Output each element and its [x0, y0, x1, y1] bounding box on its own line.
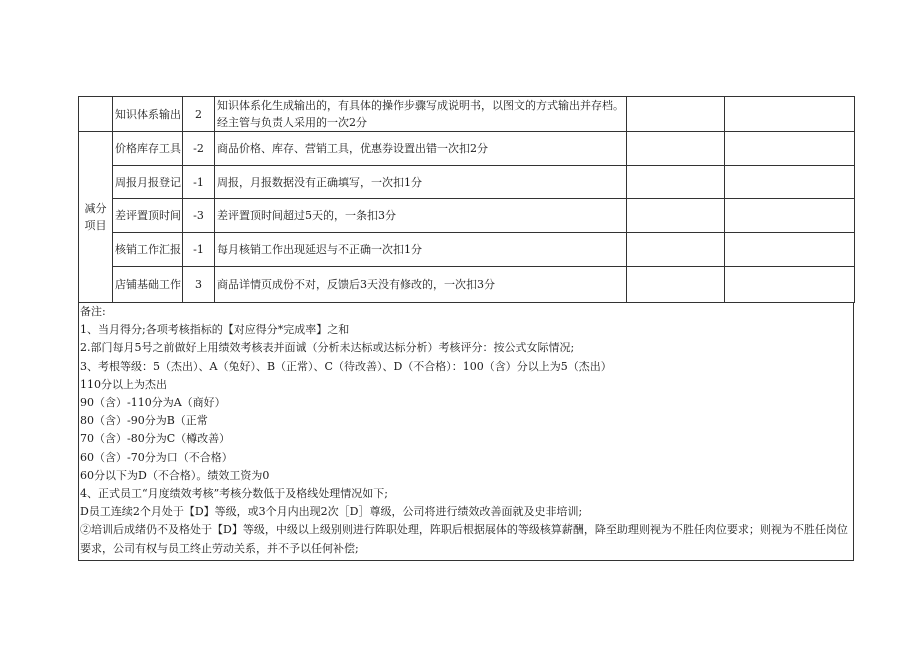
section-cell — [79, 97, 113, 132]
item-score: 2 — [183, 97, 215, 132]
table-row — [79, 233, 855, 267]
note-line: ②培训后成绪仍不及格处于【D】等级，中级以上级别则进行阵职处理，阵职后根据展体的等级核算薪酬，降至助理则视为不胜任肉位要求；则视为不胜任岗位要求，公司有权与员工终止劳动关系，并不予以任何补偿; — [80, 523, 848, 555]
item-name: 差评置顶时间 — [113, 199, 183, 233]
table-row — [79, 132, 855, 166]
note-line: 60（含）-70分为口（不合格） — [80, 450, 233, 464]
empty-cell — [725, 267, 855, 303]
table-row — [79, 199, 855, 233]
scoring-table — [78, 96, 855, 303]
item-description: 每月核销工作出现延迟与不正确一次扣1分 — [215, 233, 627, 267]
item-description: 知识体系化生成输出的，有具体的操作步骤写成说明书，以图文的方式输出并存档。经主管与负责人采用的一次2分 — [215, 97, 627, 132]
item-name: 周报月报登记 — [113, 166, 183, 199]
note-line: 70（含）-80分为C（樽改善） — [80, 432, 231, 446]
note-line: 80（含）-90分为B（正常 — [80, 414, 208, 428]
note-line: 1、当月得分;各项考核指标的【对应得分*完成率】之和 — [80, 323, 350, 337]
empty-cell — [627, 267, 725, 303]
item-name: 知识体系输出 — [113, 97, 183, 132]
table-row — [79, 97, 855, 132]
item-description: 差评置顶时间超过5天的，一条扣3分 — [215, 199, 627, 233]
empty-cell — [725, 233, 855, 267]
item-name: 价格库存工具 — [113, 132, 183, 166]
notes-heading: 备注: — [80, 305, 106, 318]
item-score: -3 — [183, 199, 215, 233]
item-description: 周报，月报数据没有正确填写，一次扣1分 — [215, 166, 627, 199]
note-line: 90（含）-110分为A（商好） — [80, 396, 226, 410]
item-name: 店铺基础工作 — [113, 267, 183, 303]
note-line: 4、正式员工“月度绩效考核”考核分数低于及格线处理情况如下; — [80, 487, 388, 501]
item-name: 核销工作汇报 — [113, 233, 183, 267]
note-line: 3、考根等级：5（杰出）、A（兔好）、B（正常）、C（待改善）、D（不合格）：100（含）分以上为5（杰出） — [80, 359, 612, 373]
note-line: 110分以上为杰出 — [80, 377, 167, 391]
section-deduction: 减分项目 — [79, 132, 113, 303]
empty-cell — [725, 132, 855, 166]
item-description: 商品详情页成份不对，反馈后3天没有修改的，一次扣3分 — [215, 267, 627, 303]
empty-cell — [725, 166, 855, 199]
table-row — [79, 166, 855, 199]
empty-cell — [627, 233, 725, 267]
item-score: -2 — [183, 132, 215, 166]
assessment-sheet — [78, 96, 854, 561]
empty-cell — [627, 97, 725, 132]
note-line: D员工连续2个月处于【D】等级，或3个月内出现2次［D］尊级，公司将进行绩效改善面就及史非培训; — [80, 505, 583, 519]
empty-cell — [627, 166, 725, 199]
empty-cell — [627, 132, 725, 166]
note-line: 2.部门每月5号之前做好上用绩效考核表并面诚（分析未达标或达标分析）考核评分：按公式女际情况; — [80, 341, 575, 355]
empty-cell — [627, 199, 725, 233]
empty-cell — [725, 97, 855, 132]
empty-cell — [725, 199, 855, 233]
note-line: 60分以下为D（不合格）。绩效工资为0 — [80, 468, 270, 482]
item-score: 3 — [183, 267, 215, 303]
item-description: 商品价格、库存、营销工具，优惠券设置出错一次扣2分 — [215, 132, 627, 166]
notes-section — [78, 303, 854, 561]
item-score: -1 — [183, 233, 215, 267]
item-score: -1 — [183, 166, 215, 199]
table-row — [79, 267, 855, 303]
